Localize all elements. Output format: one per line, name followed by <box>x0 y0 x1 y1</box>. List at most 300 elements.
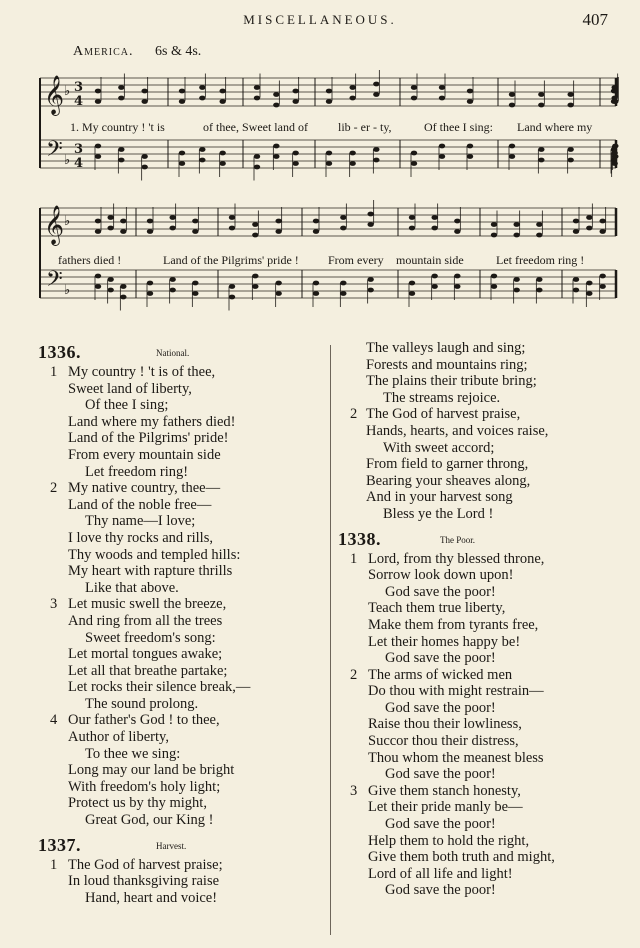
note-head <box>275 281 281 286</box>
note-head <box>612 89 618 94</box>
verse-line <box>38 613 324 630</box>
verse-line <box>338 489 620 506</box>
note-head <box>199 96 205 101</box>
note-head <box>567 147 573 152</box>
note-head <box>599 229 605 234</box>
note-head <box>199 85 205 90</box>
verse-text: The God of harvest praise; <box>68 856 223 873</box>
lyric-fragment: lib - er - ty, <box>338 120 392 134</box>
note-head <box>409 291 415 296</box>
note-head <box>538 147 544 152</box>
verse-text: The valleys laugh and sing; <box>366 340 526 356</box>
treble-clef-icon: 𝄞 <box>44 75 65 115</box>
note-head <box>169 277 175 282</box>
verse-line <box>38 630 324 647</box>
note-head <box>273 144 279 149</box>
verse-text: And ring from all the trees <box>68 612 223 629</box>
note-head <box>219 89 225 94</box>
verse-text: Sweet freedom's song: <box>85 629 216 646</box>
verse-first-line <box>38 480 324 497</box>
note-head <box>169 226 175 231</box>
verse-line <box>338 357 620 374</box>
bass-staff <box>40 270 616 298</box>
note-head <box>118 158 124 163</box>
note-head <box>219 151 225 156</box>
verse-text: Protect us by thy might, <box>68 795 207 812</box>
verse-text: Forests and mountains ring; <box>366 356 528 373</box>
verse-line <box>38 580 324 597</box>
verse-text: Land of the noble free— <box>68 496 212 513</box>
note-head <box>326 151 332 156</box>
verse-first-line <box>338 551 620 568</box>
lyric-fragment: Let freedom ring ! <box>496 253 585 267</box>
note-head <box>340 215 346 220</box>
note-head <box>95 89 101 94</box>
note-head <box>349 161 355 166</box>
verse-line <box>338 473 620 490</box>
verse-text: Give them both truth and might, <box>368 849 555 866</box>
verse-text: My native country, thee— <box>68 480 221 497</box>
verse-line <box>338 390 620 407</box>
verse-text: Let their homes happy be! <box>368 633 521 650</box>
note-head <box>292 151 298 156</box>
music-staves-2 <box>40 200 616 340</box>
verse-text: Lord, from thy blessed throne, <box>368 550 545 567</box>
note-head <box>219 99 225 104</box>
note-head <box>411 151 417 156</box>
verse-line <box>38 414 324 431</box>
verse-line <box>338 423 620 440</box>
note-head <box>567 92 573 97</box>
verse-line <box>38 746 324 763</box>
verse-first-line <box>338 406 620 423</box>
verse-text: With freedom's holy light; <box>68 778 221 795</box>
verse-line <box>38 464 324 481</box>
lyric-fragment: From every <box>328 253 384 267</box>
verse-line <box>338 456 620 473</box>
verse-line <box>38 663 324 680</box>
note-head <box>536 277 542 282</box>
hymn-topic: Harvest. <box>156 840 187 851</box>
verse-text: Let mortal tongues awake; <box>68 646 223 663</box>
note-head <box>411 161 417 166</box>
verse-line <box>338 440 620 457</box>
tune-meter: 6s & 4s. <box>155 44 202 59</box>
lyric-fragment: mountain side <box>396 253 464 267</box>
verse-line <box>38 547 324 564</box>
note-head <box>169 215 175 220</box>
verse-text: Hand, heart and voice! <box>85 889 218 906</box>
verse-line <box>338 567 620 584</box>
verse-text: God save the poor! <box>385 699 496 716</box>
note-head <box>95 144 101 149</box>
flat-icon: ♭ <box>64 214 71 229</box>
verse-text: Make them from tyrants free, <box>368 616 539 633</box>
note-head <box>340 291 346 296</box>
note-head <box>120 284 126 289</box>
note-head <box>573 229 579 234</box>
note-head <box>326 161 332 166</box>
verse-text: Land of the Pilgrims' pride! <box>68 430 229 447</box>
note-head <box>431 226 437 231</box>
note-head <box>120 219 126 224</box>
verse-text: Help them to hold the right, <box>368 832 530 849</box>
verse-text: Land where my fathers died! <box>68 413 236 430</box>
time-signature: 4 <box>74 156 84 171</box>
verse-line <box>38 729 324 746</box>
note-head <box>313 291 319 296</box>
note-head <box>467 144 473 149</box>
hymn-topic: National. <box>156 348 190 358</box>
note-head <box>373 147 379 152</box>
verse-line <box>38 447 324 464</box>
verse-line <box>38 497 324 514</box>
verse-line <box>38 696 324 713</box>
note-head <box>141 154 147 159</box>
verse-text: Let all that breathe partake; <box>68 662 228 679</box>
verse-line <box>38 530 324 547</box>
note-head <box>373 158 379 163</box>
verse-line <box>338 849 620 866</box>
note-head <box>491 284 497 289</box>
note-head <box>367 222 373 227</box>
verse-line <box>338 799 620 816</box>
verse-text: With sweet accord; <box>383 439 495 456</box>
verse-text: From every mountain side <box>68 446 221 463</box>
verse-line <box>338 600 620 617</box>
music-system-2 <box>40 200 616 340</box>
lyric-fragment: of thee, Sweet land of <box>203 120 308 134</box>
verse-text: Let freedom ring! <box>85 463 189 480</box>
note-head <box>349 151 355 156</box>
note-head <box>439 96 445 101</box>
note-head <box>411 85 417 90</box>
verse-line <box>338 634 620 651</box>
note-head <box>326 99 332 104</box>
text-column-right <box>338 340 620 899</box>
note-head <box>491 233 497 238</box>
time-signature: 4 <box>74 94 84 109</box>
tune-heading <box>73 44 201 60</box>
note-head <box>586 226 592 231</box>
note-head <box>313 281 319 286</box>
note-head <box>107 288 113 293</box>
verse-line <box>338 866 620 883</box>
note-head <box>120 229 126 234</box>
note-head <box>254 96 260 101</box>
verse-line <box>338 833 620 850</box>
treble-clef-icon: 𝄞 <box>44 205 65 245</box>
verse-text: Sorrow look down upon! <box>368 567 514 584</box>
note-head <box>141 165 147 170</box>
verse-line <box>338 700 620 717</box>
note-head <box>95 274 101 279</box>
note-head <box>192 291 198 296</box>
lyric-fragment: Land of the Pilgrims' pride ! <box>163 253 299 267</box>
note-head <box>586 291 592 296</box>
note-head <box>431 274 437 279</box>
note-head <box>107 226 113 231</box>
note-head <box>313 229 319 234</box>
verse-line <box>38 873 324 890</box>
note-head <box>373 92 379 97</box>
verse-text: God save the poor! <box>385 882 496 899</box>
verse-line <box>338 750 620 767</box>
note-head <box>439 85 445 90</box>
verse-text: My heart with rapture thrills <box>68 563 233 580</box>
verse-text: Let their pride manly be— <box>368 799 523 816</box>
note-head <box>179 99 185 104</box>
note-head <box>567 103 573 108</box>
note-head <box>107 277 113 282</box>
note-head <box>147 219 153 224</box>
note-head <box>467 154 473 159</box>
flat-icon: ♭ <box>64 84 71 99</box>
hymn-number: 1338. <box>338 528 381 549</box>
note-head <box>179 151 185 156</box>
verse-text: The streams rejoice. <box>383 389 501 406</box>
note-head <box>536 233 542 238</box>
tune-name: America. <box>73 44 134 59</box>
bass-clef-icon: 𝄢 <box>46 137 63 167</box>
note-head <box>95 219 101 224</box>
verse-text: Thy name—I love; <box>85 513 196 530</box>
note-head <box>538 158 544 163</box>
verse-line <box>38 646 324 663</box>
note-head <box>509 154 515 159</box>
note-head <box>229 295 235 300</box>
note-head <box>95 99 101 104</box>
verse-text: The sound prolong. <box>85 695 199 712</box>
note-head <box>313 219 319 224</box>
verse-text: Great God, our King ! <box>85 812 214 829</box>
verse-text: The God of harvest praise, <box>366 406 521 423</box>
note-head <box>273 92 279 97</box>
verse-line <box>38 563 324 580</box>
verse-line <box>338 650 620 667</box>
lyric-fragment: Of thee I sing: <box>424 120 493 134</box>
verse-number: 1 <box>350 550 358 567</box>
note-head <box>199 147 205 152</box>
running-head <box>0 10 640 30</box>
note-head <box>95 154 101 159</box>
note-head <box>275 219 281 224</box>
note-head <box>599 274 605 279</box>
note-head <box>273 103 279 108</box>
verse-text: My country ! 't is of thee, <box>68 364 216 380</box>
verse-text: Let rocks their silence break,— <box>68 679 251 696</box>
note-head <box>179 161 185 166</box>
time-signature: 3 <box>74 142 84 157</box>
note-head <box>411 96 417 101</box>
lyric-fragment: 1. My country ! 't is <box>70 120 165 134</box>
hymn-number: 1337. <box>38 834 81 855</box>
verse-text: Bless ye the Lord ! <box>383 505 494 522</box>
note-head <box>292 99 298 104</box>
verse-text: Thy woods and templed hills: <box>68 546 241 563</box>
verse-text: God save the poor! <box>385 816 496 833</box>
note-head <box>229 284 235 289</box>
note-head <box>573 288 579 293</box>
note-head <box>147 281 153 286</box>
note-head <box>118 96 124 101</box>
verse-text: Teach them true liberty, <box>368 600 506 617</box>
verse-text: Succor thou their distress, <box>368 733 519 750</box>
note-head <box>219 161 225 166</box>
note-head <box>107 215 113 220</box>
note-head <box>509 92 515 97</box>
verse-number: 1 <box>50 856 58 873</box>
note-head <box>538 103 544 108</box>
flat-icon: ♭ <box>64 283 71 298</box>
verse-number: 3 <box>50 596 58 613</box>
note-head <box>536 288 542 293</box>
verse-line <box>338 816 620 833</box>
note-head <box>254 85 260 90</box>
note-head <box>409 215 415 220</box>
verse-first-line <box>38 857 324 874</box>
verse-line <box>38 812 324 829</box>
hymn-heading <box>38 835 324 857</box>
verse-number: 2 <box>50 480 58 497</box>
verse-text: Like that above. <box>85 579 179 596</box>
verse-line <box>338 373 620 390</box>
note-head <box>513 277 519 282</box>
verse-line <box>338 733 620 750</box>
verse-line <box>38 762 324 779</box>
note-head <box>373 82 379 87</box>
note-head <box>95 229 101 234</box>
note-head <box>349 96 355 101</box>
note-head <box>192 219 198 224</box>
verse-number: 2 <box>350 406 358 423</box>
note-head <box>439 144 445 149</box>
note-head <box>147 291 153 296</box>
note-head <box>409 226 415 231</box>
note-head <box>454 229 460 234</box>
note-head <box>252 222 258 227</box>
note-head <box>147 229 153 234</box>
note-head <box>612 154 618 159</box>
note-head <box>169 288 175 293</box>
note-head <box>118 147 124 152</box>
note-head <box>254 165 260 170</box>
note-head <box>509 144 515 149</box>
note-head <box>513 288 519 293</box>
column-divider <box>330 345 331 935</box>
note-head <box>141 89 147 94</box>
note-head <box>252 284 258 289</box>
note-head <box>367 277 373 282</box>
verse-text: God save the poor! <box>385 583 496 600</box>
note-head <box>538 92 544 97</box>
note-head <box>586 281 592 286</box>
text-column-left <box>38 342 324 906</box>
note-head <box>491 222 497 227</box>
note-head <box>513 233 519 238</box>
note-head <box>409 281 415 286</box>
verse-line <box>38 430 324 447</box>
note-head <box>252 274 258 279</box>
hymn-topic: The Poor. <box>440 534 475 545</box>
verse-text: Hands, hearts, and voices raise, <box>366 422 549 439</box>
note-head <box>292 161 298 166</box>
verse-line <box>338 683 620 700</box>
lyric-fragment: fathers died ! <box>58 253 122 267</box>
note-head <box>612 144 618 149</box>
verse-line <box>38 513 324 530</box>
note-head <box>229 215 235 220</box>
note-head <box>349 85 355 90</box>
note-head <box>229 226 235 231</box>
verse-text: Give them stanch honesty, <box>368 782 521 799</box>
verse-text: Let music swell the breeze, <box>68 596 227 613</box>
running-title: MISCELLANEOUS. <box>243 12 397 27</box>
hymn-number: 1336. <box>38 342 81 362</box>
page-number: 407 <box>582 10 608 29</box>
note-head <box>431 284 437 289</box>
note-head <box>612 99 618 104</box>
note-head <box>254 154 260 159</box>
verse-number: 4 <box>50 712 58 729</box>
verse-line <box>38 890 324 907</box>
note-head <box>509 103 515 108</box>
verse-line <box>338 617 620 634</box>
note-head <box>199 158 205 163</box>
note-head <box>192 281 198 286</box>
note-head <box>367 288 373 293</box>
verse-first-line <box>338 783 620 800</box>
verse-first-line <box>338 667 620 684</box>
note-head <box>179 89 185 94</box>
verse-text: From field to garner throng, <box>366 456 529 473</box>
note-head <box>431 215 437 220</box>
verse-number: 1 <box>50 364 58 380</box>
note-head <box>118 85 124 90</box>
note-head <box>273 154 279 159</box>
verse-text: Sweet land of liberty, <box>68 380 192 397</box>
note-head <box>567 158 573 163</box>
verse-line <box>338 716 620 733</box>
note-head <box>467 89 473 94</box>
verse-first-line <box>38 712 324 729</box>
verse-line <box>338 506 620 523</box>
verse-first-line <box>38 596 324 613</box>
note-head <box>340 281 346 286</box>
verse-text: To thee we sing: <box>85 745 181 762</box>
note-head <box>536 222 542 227</box>
note-head <box>599 284 605 289</box>
note-head <box>120 295 126 300</box>
note-head <box>192 229 198 234</box>
verse-text: And in your harvest song <box>366 489 513 506</box>
verse-text: Bearing your sheaves along, <box>366 472 531 489</box>
note-head <box>439 154 445 159</box>
verse-first-line <box>38 364 324 381</box>
verse-text: Of thee I sing; <box>85 397 169 414</box>
note-head <box>454 219 460 224</box>
verse-text: Author of liberty, <box>68 729 169 746</box>
verse-line <box>338 340 620 357</box>
note-head <box>141 99 147 104</box>
verse-text: Do thou with might restrain— <box>368 683 544 700</box>
hymn-heading <box>338 529 620 551</box>
verse-line <box>38 779 324 796</box>
time-signature: 3 <box>74 80 84 95</box>
verse-line <box>338 766 620 783</box>
note-head <box>454 284 460 289</box>
verse-text: Raise thou their lowliness, <box>368 716 522 733</box>
